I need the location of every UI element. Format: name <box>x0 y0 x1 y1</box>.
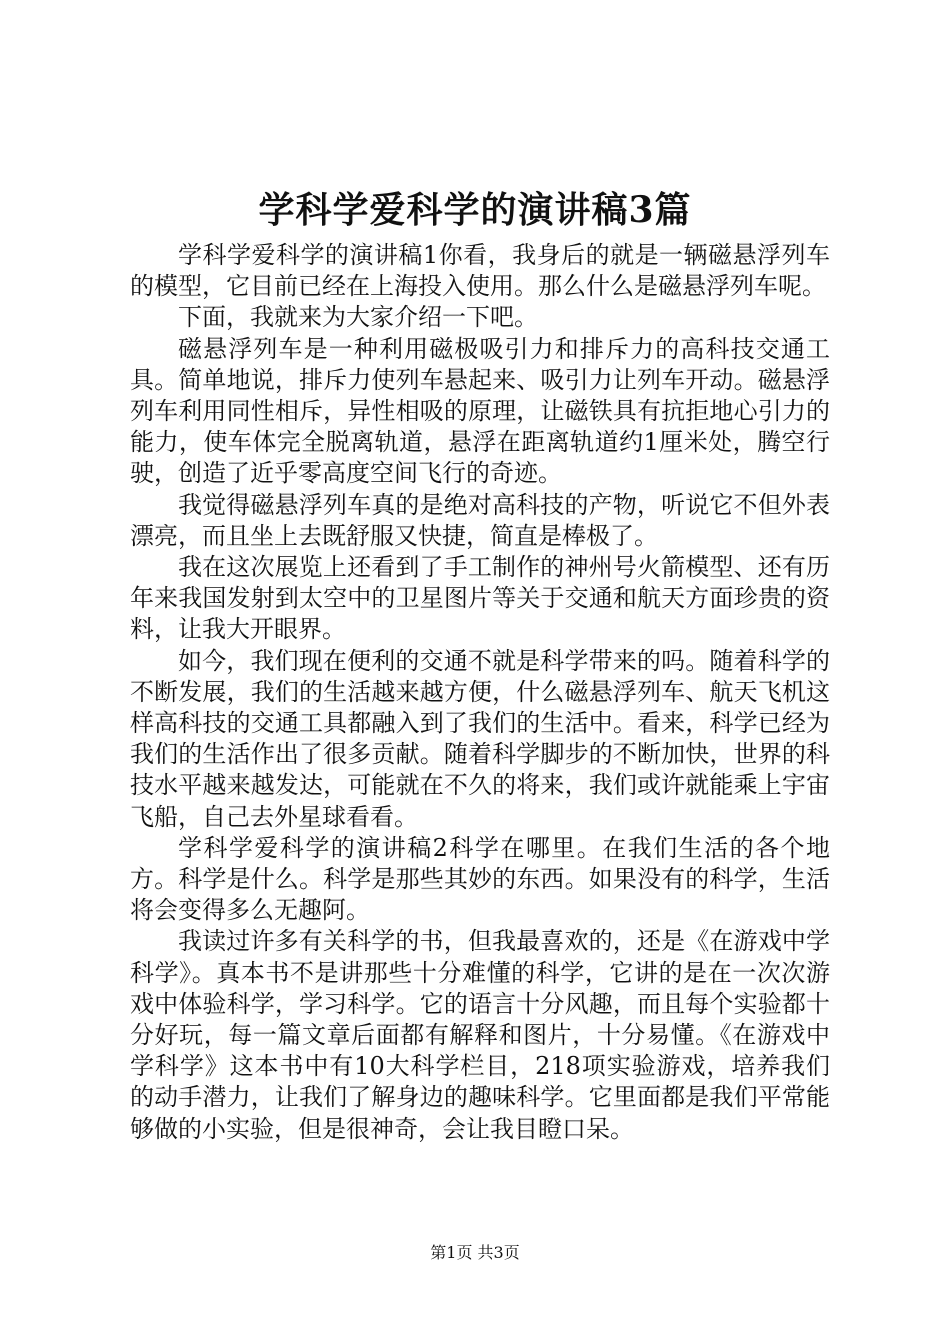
page-number: 第1页 共3页 <box>430 1243 520 1262</box>
paragraph: 我读过许多有关科学的书，但我最喜欢的，还是《在游戏中学科学》。真本书不是讲那些十分难懂的科学，它讲的是在一次次游戏中体验科学，学习科学。它的语言十分风趣，而且每个实验都十分好玩，每一篇文章后面都有解释和图片，十分易懂。《在游戏中学科学》这本书中有10大科学栏目，218项实验游戏，培养我们的动手潜力，让我们了解身边的趣味科学。它里面都是我们平常能够做的小实验，但是很神奇，会让我目瞪口呆。 <box>130 927 830 1143</box>
document-title: 学科学爱科学的演讲稿3篇 <box>258 189 692 231</box>
paragraph: 下面，我就来为大家介绍一下吧。 <box>178 303 538 332</box>
page-footer <box>0 1242 950 1264</box>
paragraph: 磁悬浮列车是一种利用磁极吸引力和排斥力的高科技交通工具。简单地说，排斥力使列车悬起来、吸引力让列车开动。磁悬浮列车利用同性相斥，异性相吸的原理，让磁铁具有抗拒地心引力的能力，使车体完全脱离轨道，悬浮在距离轨道约1厘米处，腾空行驶，创造了近乎零高度空间飞行的奇迹。 <box>130 334 830 488</box>
paragraph: 如今，我们现在便利的交通不就是科学带来的吗。随着科学的不断发展，我们的生活越来越方便，什么磁悬浮列车、航天飞机这样高科技的交通工具都融入到了我们的生活中。看来，科学已经为我们的生活作出了很多贡献。随着科学脚步的不断加快，世界的科技水平越来越发达，可能就在不久的将来，我们或许就能乘上宇宙飞船，自己去外星球看看。 <box>130 646 830 831</box>
document-body <box>130 240 830 1145</box>
paragraph: 学科学爱科学的演讲稿1你看，我身后的就是一辆磁悬浮列车的模型，它目前已经在上海投入使用。那么什么是磁悬浮列车呢。 <box>130 241 830 301</box>
paragraph: 我觉得磁悬浮列车真的是绝对高科技的产物，听说它不但外表漂亮，而且坐上去既舒服又快捷，简直是棒极了。 <box>130 490 830 550</box>
paragraph: 我在这次展览上还看到了手工制作的神州号火箭模型、还有历年来我国发射到太空中的卫星图片等关于交通和航天方面珍贵的资料，让我大开眼界。 <box>130 553 830 644</box>
paragraph: 学科学爱科学的演讲稿2科学在哪里。在我们生活的各个地方。科学是什么。科学是那些其妙的东西。如果没有的科学，生活将会变得多么无趣阿。 <box>130 833 830 925</box>
